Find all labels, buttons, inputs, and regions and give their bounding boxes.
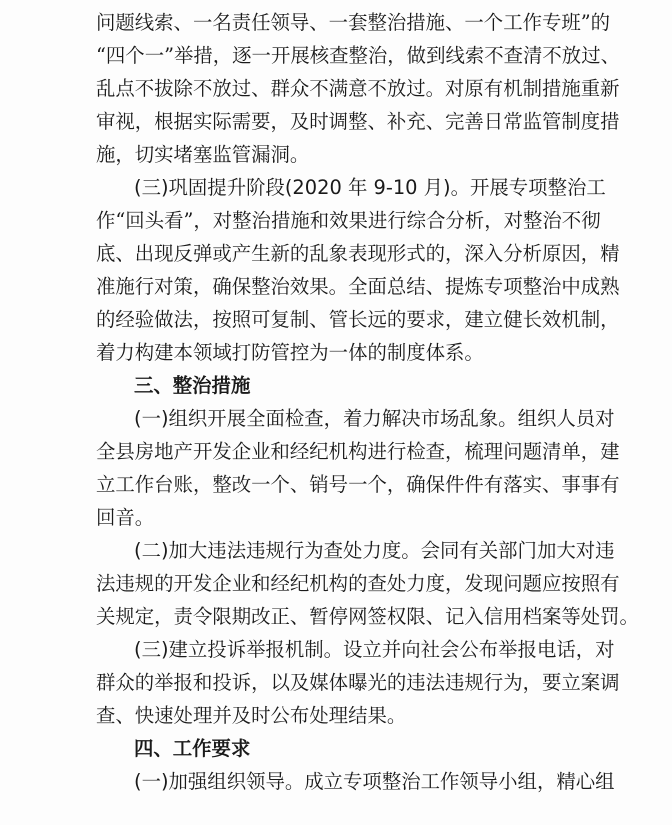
- paragraph-measure-3: [96, 633, 620, 732]
- paragraph-text: 开展专项整治工: [470, 176, 606, 199]
- text-line: 全县房地产开发企业和经纪机构进行检查，梳理问题清单，建: [96, 440, 620, 463]
- text-line: 关规定，责令限期改正、暂停网签权限、记入信用档案等处罚。: [96, 605, 639, 628]
- text-line: 问题线索、一名责任领导、一套整治措施、一个工作专班”的: [96, 11, 611, 34]
- text-line: [96, 534, 615, 567]
- text-line: 审视，根据实际需要，及时调整、补充、完善日常监管制度措: [96, 110, 620, 133]
- text-line: 作“回头看”，对整治措施和效果进行综合分析，对整治不彻: [96, 209, 601, 232]
- text-line: [96, 402, 615, 435]
- document-body: [96, 6, 639, 798]
- paragraph-lead: (一)组织开展全面检查，着力解决市场乱象。: [134, 407, 518, 430]
- text-line: 底、出现反弹或产生新的乱象表现形式的，深入分析原因，精: [96, 242, 620, 265]
- paragraph-lead: (二)加大违法违规行为查处力度。: [134, 539, 421, 562]
- paragraph-text: 会同有关部门加大对违: [420, 539, 615, 562]
- text-line: 施，切实堵塞监管漏洞。: [96, 143, 310, 166]
- text-line: “四个一”举措，逐一开展核查整治，做到线索不查清不放过、: [96, 44, 620, 67]
- text-line: [96, 171, 606, 204]
- paragraph-text: 成立专项整治工作领导小组，精心组: [304, 770, 615, 793]
- text-line: [96, 633, 615, 666]
- paragraph-measure-2: [96, 534, 639, 633]
- paragraph-measure-1: [96, 402, 620, 534]
- paragraph-intro: [96, 6, 620, 171]
- section-heading-requirements: 四、工作要求: [134, 737, 251, 760]
- text-line: 立工作台账，整改一个、销号一个，确保件件有落实、事事有: [96, 473, 620, 496]
- text-line: 乱点不拔除不放过、群众不满意不放过。对原有机制措施重新: [96, 77, 620, 100]
- text-line: 法违规的开发企业和经纪机构的查处力度，发现问题应按照有: [96, 572, 620, 595]
- text-line: 查、快速处理并及时公布处理结果。: [96, 704, 407, 727]
- text-line: [96, 765, 615, 798]
- text-line: 群众的举报和投诉，以及媒体曝光的违法违规行为，要立案调: [96, 671, 620, 694]
- paragraph-stage-3: [96, 171, 620, 369]
- text-line: 着力构建本领域打防管控为一体的制度体系。: [96, 341, 484, 364]
- paragraph-text: 组织人员对: [517, 407, 615, 430]
- paragraph-text: 设立并向社会公布举报电话，对: [343, 638, 615, 661]
- text-line: 的经验做法，按照可复制、管长远的要求，建立健长效机制，: [96, 308, 620, 331]
- paragraph-lead: (一)加强组织领导。: [134, 770, 305, 793]
- paragraph-lead: (三)巩固提升阶段(2020 年 9-10 月)。: [134, 176, 471, 199]
- text-line: 准施行对策，确保整治效果。全面总结、提炼专项整治中成熟: [96, 275, 620, 298]
- text-line: 回音。: [96, 506, 155, 529]
- paragraph-lead: (三)建立投诉举报机制。: [134, 638, 344, 661]
- section-heading-measures: 三、整治措施: [134, 374, 251, 397]
- paragraph-requirement-1: [96, 765, 615, 798]
